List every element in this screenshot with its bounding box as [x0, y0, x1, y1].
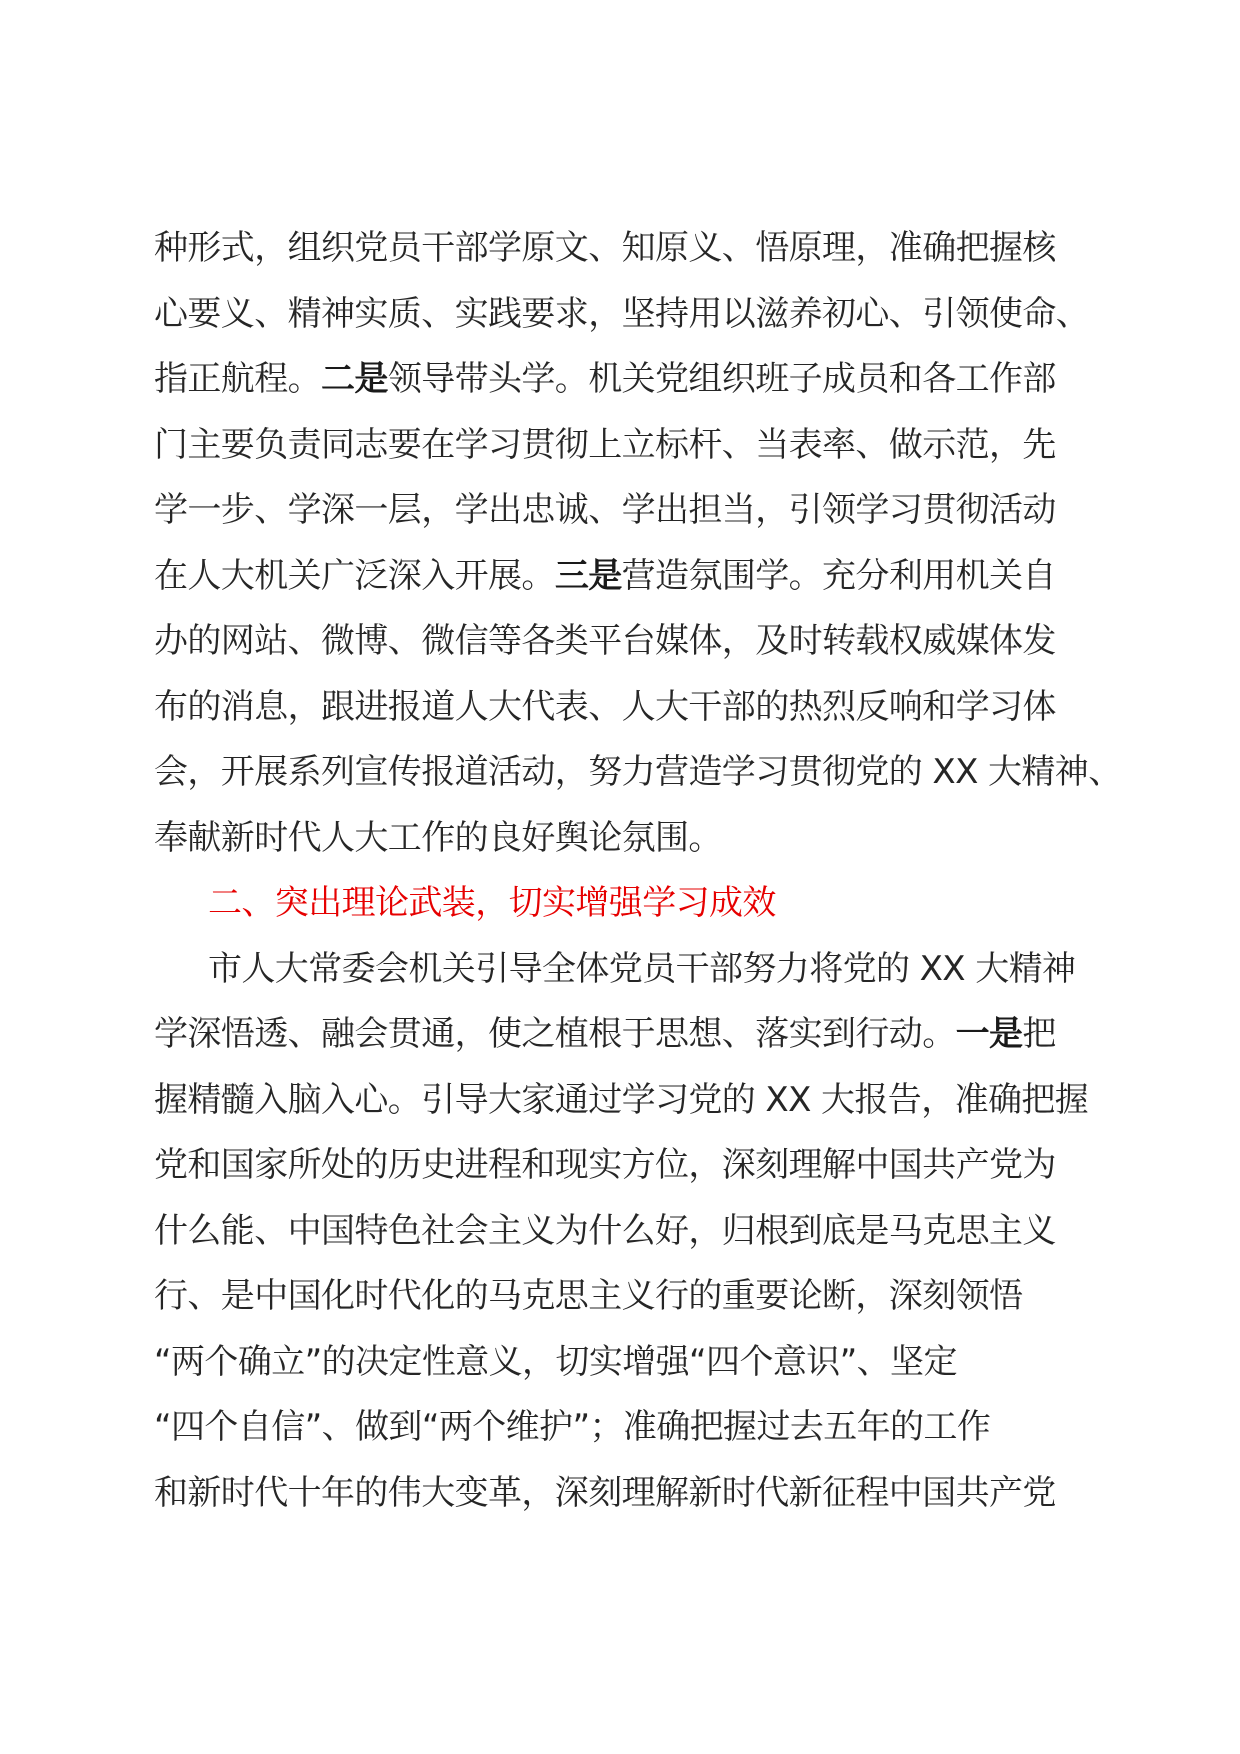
body-text: [154, 216, 1122, 1526]
text-line: 布的消息，跟进报道人大代表、人大干部的热烈反响和学习体: [154, 686, 1056, 727]
text-line: 办的网站、微博、微信等各类平台媒体，及时转载权威媒体发: [154, 621, 1056, 661]
bold-marker: 二是: [321, 359, 388, 399]
text-run: 营造氛围学。充分利用机关自: [621, 555, 1056, 596]
bold-marker: 三是: [554, 555, 622, 596]
text-line: “四个自信”、做到“两个维护”；准确把握过去五年的工作: [154, 1407, 991, 1447]
text-run: 学深悟透、融会贯通，使之植根于思想、落实到行动。: [154, 1014, 956, 1054]
text-line: 行、是中国化时代化的马克思主义行的重要论断，深刻领悟: [154, 1276, 1023, 1316]
text-line: “两个确立”的决定性意义，切实增强“四个意识”、坚定: [154, 1341, 957, 1382]
text-line: [154, 347, 1114, 413]
text-run: 指正航程。: [154, 359, 321, 399]
text-line: 学一步、学深一层，学出忠诚、学出担当，引领学习贯彻活动: [154, 490, 1056, 530]
text-line: [154, 1002, 1114, 1068]
text-line: 奉献新时代人大工作的良好舆论氛围。: [154, 817, 722, 858]
text-line: 会，开展系列宣传报道活动，努力营造学习贯彻党的 XX 大精神、: [154, 752, 1122, 792]
text-line: 种形式，组织党员干部学原文、知原义、悟原理，准确把握核: [154, 228, 1056, 268]
text-run: 把: [1022, 1014, 1056, 1054]
text-line: 什么能、中国特色社会主义为什么好，归根到底是马克思主义: [154, 1210, 1056, 1251]
text-run: 领导带头学。机关党组织班子成员和各工作部: [387, 359, 1056, 399]
bold-marker: 一是: [955, 1014, 1023, 1054]
paragraph-first-line: 市人大常委会机关引导全体党员干部努力将党的 XX 大精神: [208, 948, 1076, 989]
text-line: 心要义、精神实质、实践要求，坚持用以滋养初心、引领使命、: [154, 293, 1090, 334]
text-line: 党和国家所处的历史进程和现实方位，深刻理解中国共产党为: [154, 1145, 1056, 1185]
text-line: 门主要负责同志要在学习贯彻上立标杆、当表率、做示范，先: [154, 424, 1056, 465]
section-heading: 二、突出理论武装，切实增强学习成效: [208, 883, 776, 923]
text-run: 在人大机关广泛深入开展。: [154, 555, 555, 596]
text-line: [154, 544, 1114, 610]
text-line: 和新时代十年的伟大变革，深刻理解新时代新征程中国共产党: [154, 1472, 1056, 1513]
text-line: 握精髓入脑入心。引导大家通过学习党的 XX 大报告，准确把握: [154, 1079, 1089, 1120]
